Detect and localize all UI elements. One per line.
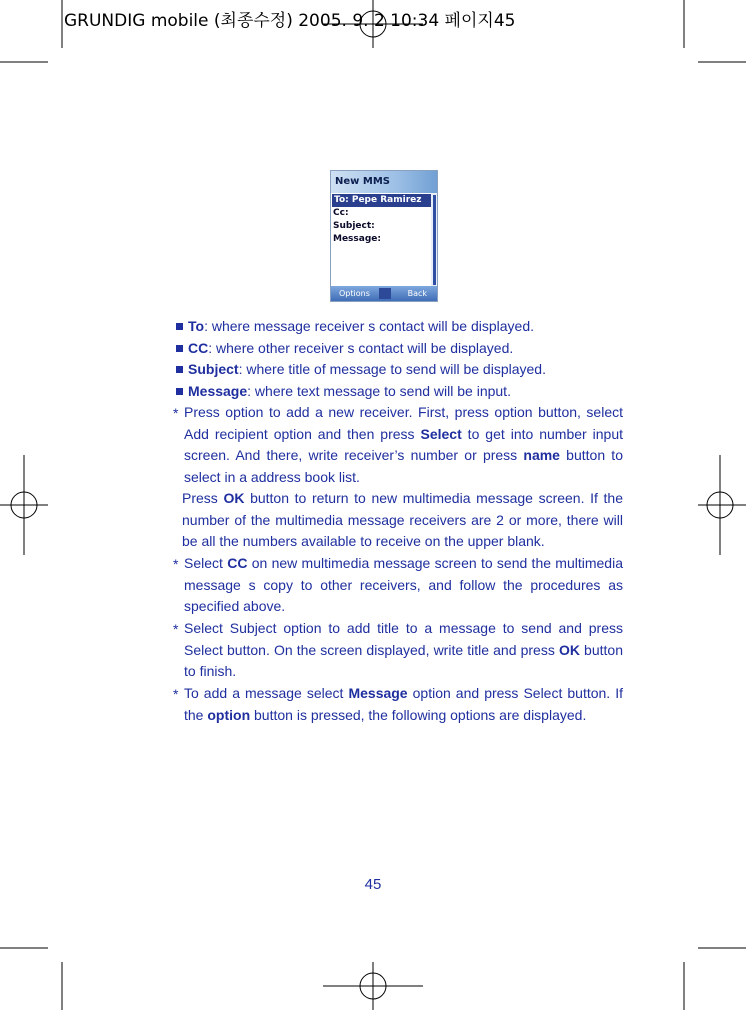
phone-field-subject: Subject:	[333, 221, 375, 231]
phone-softkeys	[331, 286, 438, 301]
softkey-back: Back	[407, 289, 427, 298]
phone-title: New MMS	[331, 171, 438, 193]
note-press-ok: Press OK button to return to new multimedia message screen. If the number of the multimedia message receivers are 2 or more, there will be all the numbers available to receive on the upper blank.	[182, 490, 623, 549]
note-message-option: To add a message select Message option and press Select button. If the option button is pressed, the following options are displayed.	[184, 685, 624, 723]
phone-field-to: To: Pepe Ramirez	[332, 194, 432, 207]
phone-body	[331, 193, 433, 288]
softkey-options: Options	[339, 289, 370, 298]
note-star: *	[173, 621, 179, 637]
softkey-center	[379, 288, 391, 299]
bullet-to: To: where message receiver s contact will be displayed.	[176, 318, 534, 334]
phone-field-cc: Cc:	[333, 208, 349, 218]
bullet-message: Message: where text message to send will be input.	[176, 383, 511, 399]
note-select-cc: Select CC on new multimedia message screen to send the multimedia message s copy to other receivers, and follow the procedures as specified above.	[184, 555, 623, 614]
note-star: *	[173, 405, 179, 421]
print-header: GRUNDIG mobile (최종수정) 2005. 9. 2 10:34 페이지45	[64, 11, 516, 31]
note-star: *	[173, 556, 179, 572]
note-add-receiver: Press option to add a new receiver. First, press option button, select Add recipient option and then press Select to get into number input screen. And there, write receiver’s number or press name button to select in a address book list.	[184, 404, 623, 485]
phone-screen	[330, 170, 438, 302]
phone-scrollbar	[431, 193, 437, 288]
note-star: *	[173, 686, 179, 702]
page-number: 45	[364, 876, 382, 893]
bullet-subject: Subject: where title of message to send will be displayed.	[176, 361, 546, 377]
bullet-cc: CC: where other receiver s contact will be displayed.	[176, 340, 513, 356]
phone-field-message: Message:	[333, 234, 381, 244]
note-select-subject: Select Subject option to add title to a message to send and press Select button. On the screen displayed, write title and press OK button to finish.	[184, 620, 623, 679]
